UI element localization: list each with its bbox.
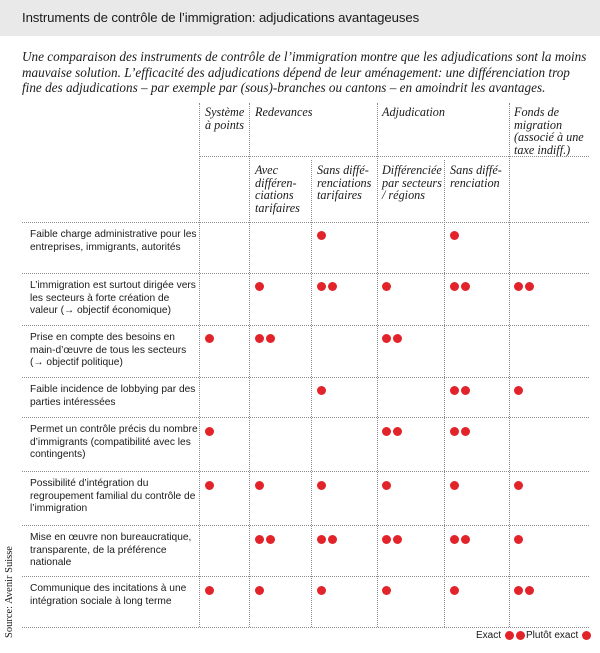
rating-cell — [382, 535, 402, 544]
rating-dot — [461, 282, 470, 291]
rating-dot — [393, 535, 402, 544]
rating-dot — [393, 427, 402, 436]
rating-dot — [582, 631, 591, 640]
subheader-adj-sans: Sans différenciation — [450, 163, 502, 190]
rating-dot — [514, 586, 523, 595]
rating-dot — [450, 481, 459, 490]
rating-cell — [255, 586, 264, 595]
rating-dot — [205, 334, 214, 343]
rating-dot — [450, 231, 459, 240]
rating-cell — [255, 334, 275, 343]
subheader-adj-diff: Différenciée par secteurs / régions — [382, 163, 442, 203]
grid-divider — [199, 156, 589, 157]
rating-dot — [382, 481, 391, 490]
rating-dot — [317, 231, 326, 240]
rating-dot — [255, 282, 264, 291]
source-note: Source: Avenir Suisse — [4, 546, 15, 638]
rating-dot — [317, 586, 326, 595]
rating-dot — [450, 535, 459, 544]
grid-divider — [22, 273, 589, 274]
grid-divider — [22, 627, 589, 628]
subheader-redev-avec: Avec différenciations tarifaires — [255, 163, 300, 215]
rating-cell — [514, 535, 523, 544]
row-label: L’immigration est surtout dirigée vers les secteurs à forte création de valeur (→ objectif économique) — [30, 280, 196, 317]
legend-plutot-dots — [582, 631, 591, 640]
row-label: Possibilité d’intégration du regroupement familial du contrôle de l’immigration — [30, 478, 196, 515]
rating-cell — [205, 481, 214, 490]
rating-cell — [317, 481, 326, 490]
rating-cell — [205, 334, 214, 343]
rating-cell — [382, 427, 402, 436]
rating-dot — [525, 282, 534, 291]
rating-dot — [317, 481, 326, 490]
rating-dot — [266, 334, 275, 343]
grid-divider — [509, 103, 510, 627]
rating-cell — [205, 427, 214, 436]
rating-cell — [317, 282, 337, 291]
rating-cell — [317, 231, 326, 240]
rating-cell — [450, 231, 459, 240]
rating-dot — [514, 386, 523, 395]
rating-dot — [328, 535, 337, 544]
rating-dot — [317, 535, 326, 544]
rating-dot — [382, 427, 391, 436]
rating-dot — [461, 386, 470, 395]
rating-dot — [382, 535, 391, 544]
rating-cell — [514, 481, 523, 490]
row-label: Faible incidence de lobbying par des parties intéressées — [30, 384, 196, 408]
header-adjudication: Adjudication — [382, 105, 445, 119]
rating-dot — [393, 334, 402, 343]
grid-divider — [22, 417, 589, 418]
rating-cell — [450, 386, 470, 395]
rating-cell — [514, 386, 523, 395]
rating-cell — [382, 481, 391, 490]
rating-cell — [255, 282, 264, 291]
grid-divider — [22, 222, 589, 223]
legend-exact-dots — [505, 631, 525, 640]
rating-dot — [382, 586, 391, 595]
rating-dot — [525, 586, 534, 595]
legend-exact — [476, 630, 525, 641]
rating-dot — [317, 282, 326, 291]
rating-dot — [450, 586, 459, 595]
rating-dot — [328, 282, 337, 291]
rating-dot — [516, 631, 525, 640]
rating-cell — [205, 586, 214, 595]
rating-dot — [255, 535, 264, 544]
rating-dot — [514, 282, 523, 291]
grid-divider — [22, 377, 589, 378]
rating-cell — [382, 282, 391, 291]
rating-cell — [514, 586, 534, 595]
rating-dot — [317, 386, 326, 395]
rating-dot — [505, 631, 514, 640]
rating-dot — [461, 535, 470, 544]
grid-divider — [444, 160, 445, 627]
rating-dot — [205, 427, 214, 436]
rating-cell — [317, 535, 337, 544]
rating-dot — [255, 481, 264, 490]
rating-dot — [255, 586, 264, 595]
rating-dot — [205, 586, 214, 595]
intro-paragraph: Une comparaison des instruments de contrôle de l’immigration montre que les adjudications sont la moins mauvaise solution. L’efficacité des adjudications dépend de leur aménagement: une différenciation trop fine des adjudications – par exemple par (sous)-branches ou cantons – en amoindrit les avantages. — [22, 49, 587, 96]
row-label: Permet un contrôle précis du nombre d’immigrants (compatibilité avec les contingents) — [30, 424, 198, 461]
subheader-redev-sans: Sans différenciations tarifaires — [317, 163, 372, 203]
page-title: Instruments de contrôle de l’immigration: adjudications avantageuses — [22, 10, 420, 25]
rating-cell — [317, 386, 326, 395]
rating-cell — [255, 481, 264, 490]
rating-cell — [450, 481, 459, 490]
legend-exact-label: Exact — [476, 630, 502, 641]
rating-dot — [266, 535, 275, 544]
rating-cell — [382, 586, 391, 595]
grid-divider — [22, 576, 589, 577]
grid-divider — [199, 103, 200, 627]
grid-divider — [311, 160, 312, 627]
rating-cell — [450, 586, 459, 595]
rating-dot — [382, 334, 391, 343]
header-redevances: Redevances — [255, 105, 313, 119]
rating-cell — [382, 334, 402, 343]
grid-divider — [22, 471, 589, 472]
grid-divider — [249, 103, 250, 627]
legend-plutot — [526, 630, 591, 641]
rating-cell — [255, 535, 275, 544]
row-label: Faible charge administrative pour les entreprises, immigrants, autorités — [30, 229, 197, 253]
rating-dot — [450, 386, 459, 395]
rating-dot — [514, 535, 523, 544]
rating-cell — [450, 535, 470, 544]
header-fonds: Fonds de migration (associé à une taxe indiff.) — [514, 105, 584, 157]
rating-cell — [317, 586, 326, 595]
rating-dot — [255, 334, 264, 343]
rating-cell — [514, 282, 534, 291]
rating-dot — [461, 427, 470, 436]
header-systeme: Système à points — [205, 105, 245, 132]
rating-dot — [382, 282, 391, 291]
rating-dot — [450, 427, 459, 436]
grid-divider — [377, 103, 378, 627]
grid-divider — [22, 525, 589, 526]
row-label: Prise en compte des besoins en main-d’œuvre de tous les secteurs (→ objectif politique) — [30, 332, 187, 369]
legend-plutot-label: Plutôt exact — [526, 630, 579, 641]
rating-dot — [514, 481, 523, 490]
rating-cell — [450, 427, 470, 436]
row-label: Communique des incitations à une intégration sociale à long terme — [30, 583, 187, 607]
rating-cell — [450, 282, 470, 291]
rating-dot — [205, 481, 214, 490]
grid-divider — [22, 325, 589, 326]
row-label: Mise en œuvre non bureaucratique, transparente, de la préférence nationale — [30, 532, 192, 569]
rating-dot — [450, 282, 459, 291]
